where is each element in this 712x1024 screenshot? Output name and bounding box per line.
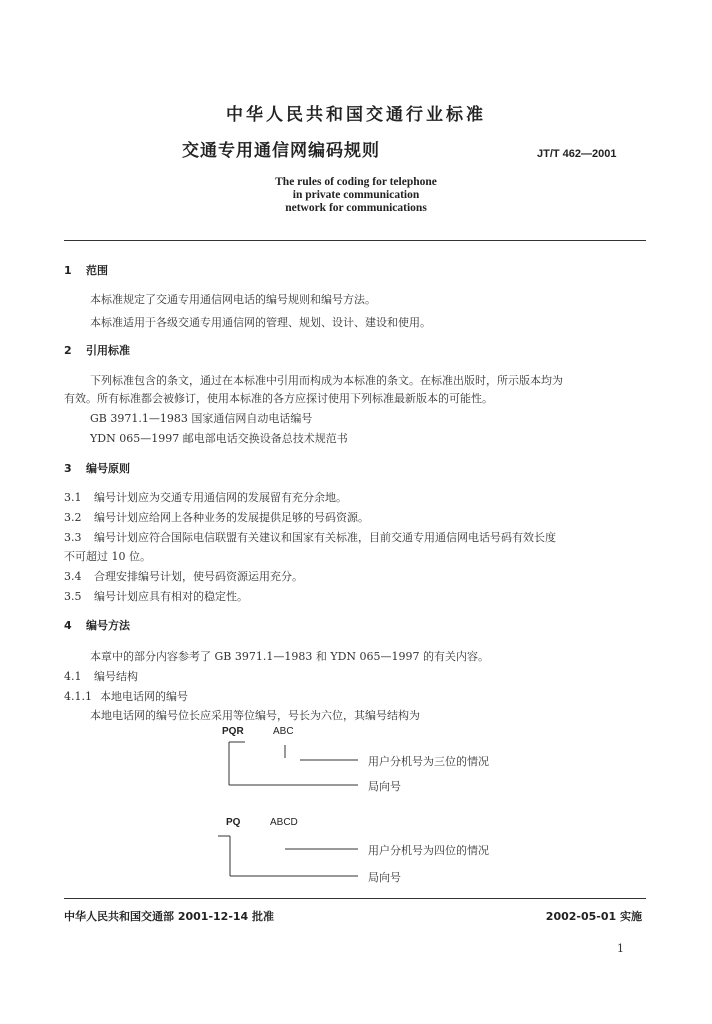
reference-item: YDN 065—1997 邮电部电话交换设备总技术规范书 (90, 432, 348, 445)
section-title: 范围 (86, 264, 108, 277)
clause-number: 3.4 (64, 570, 82, 583)
paragraph: 本地电话网的编号位长应采用等位编号，号长为六位，其编号结构为 (90, 709, 420, 722)
section-number: 3 (64, 462, 72, 475)
section-title: 引用标准 (86, 344, 130, 357)
paragraph: 本标准适用于各级交通专用通信网的管理、规划、设计、建设和使用。 (90, 316, 431, 329)
document-title: 交通专用通信网编码规则 (182, 141, 380, 161)
clause-number: 3.5 (64, 590, 82, 603)
diagram-label: 用户分机号为四位的情况 (368, 844, 489, 857)
approval-date: 中华人民共和国交通部 2001-12-14 批准 (64, 910, 275, 923)
section-title: 编号方法 (86, 619, 130, 632)
subsection-number: 4.1 (64, 670, 82, 683)
standard-name: 中华人民共和国交通行业标准 (226, 105, 486, 125)
paragraph: 有效。所有标准都会被修订，使用本标准的各方应探讨使用下列标准最新版本的可能性。 (64, 392, 493, 405)
reference-item: GB 3971.1—1983 国家通信网自动电话编号 (90, 412, 313, 425)
section-title: 编号原则 (86, 462, 130, 475)
subsection-title: 本地电话网的编号 (100, 690, 188, 703)
english-title-line: The rules of coding for telephone (275, 176, 437, 188)
paragraph: 本章中的部分内容参考了 GB 3971.1—1983 和 YDN 065—1997 的有关内容。 (90, 650, 490, 663)
paragraph: 本标准规定了交通专用通信网电话的编号规则和编号方法。 (90, 293, 376, 306)
english-title-line: in private communication (292, 189, 420, 201)
clause-text: 合理安排编号计划，使号码资源运用充分。 (94, 570, 303, 583)
page-number: 1 (617, 942, 624, 955)
clause-text: 编号计划应具有相对的稳定性。 (94, 590, 248, 603)
footer-divider (64, 898, 646, 899)
subsection-number: 4.1.1 (64, 690, 92, 703)
implementation-date: 2002-05-01 实施 (545, 910, 642, 923)
clause-number: 3.1 (64, 491, 82, 504)
section-number: 2 (64, 344, 72, 357)
diagram-right-code: ABCD (270, 817, 298, 828)
clause-number: 3.3 (64, 531, 82, 544)
diagram-right-code: ABC (273, 726, 294, 737)
diagram-label: 局向号 (368, 871, 401, 884)
clause-text: 编号计划应为交通专用通信网的发展留有充分余地。 (94, 491, 347, 504)
clause-text: 编号计划应给网上各种业务的发展提供足够的号码资源。 (94, 511, 369, 524)
english-title-line: network for communications (285, 202, 427, 214)
standard-code: JT/T 462—2001 (537, 148, 617, 160)
diagram-left-code: PQ (226, 817, 241, 828)
clause-continuation: 不可超过 10 位。 (64, 550, 151, 563)
diagram-label: 用户分机号为三位的情况 (368, 755, 489, 768)
subsection-title: 编号结构 (94, 670, 138, 683)
clause-number: 3.2 (64, 511, 82, 524)
diagram-left-code: PQR (222, 726, 244, 737)
section-number: 4 (64, 619, 72, 632)
clause-text: 编号计划应符合国际电信联盟有关建议和国家有关标准，目前交通专用通信网电话号码有效长度 (94, 531, 556, 544)
section-number: 1 (64, 264, 72, 277)
diagram-label: 局向号 (368, 780, 401, 793)
paragraph: 下列标准包含的条文，通过在本标准中引用而构成为本标准的条文。在标准出版时，所示版本均为 (90, 374, 563, 387)
